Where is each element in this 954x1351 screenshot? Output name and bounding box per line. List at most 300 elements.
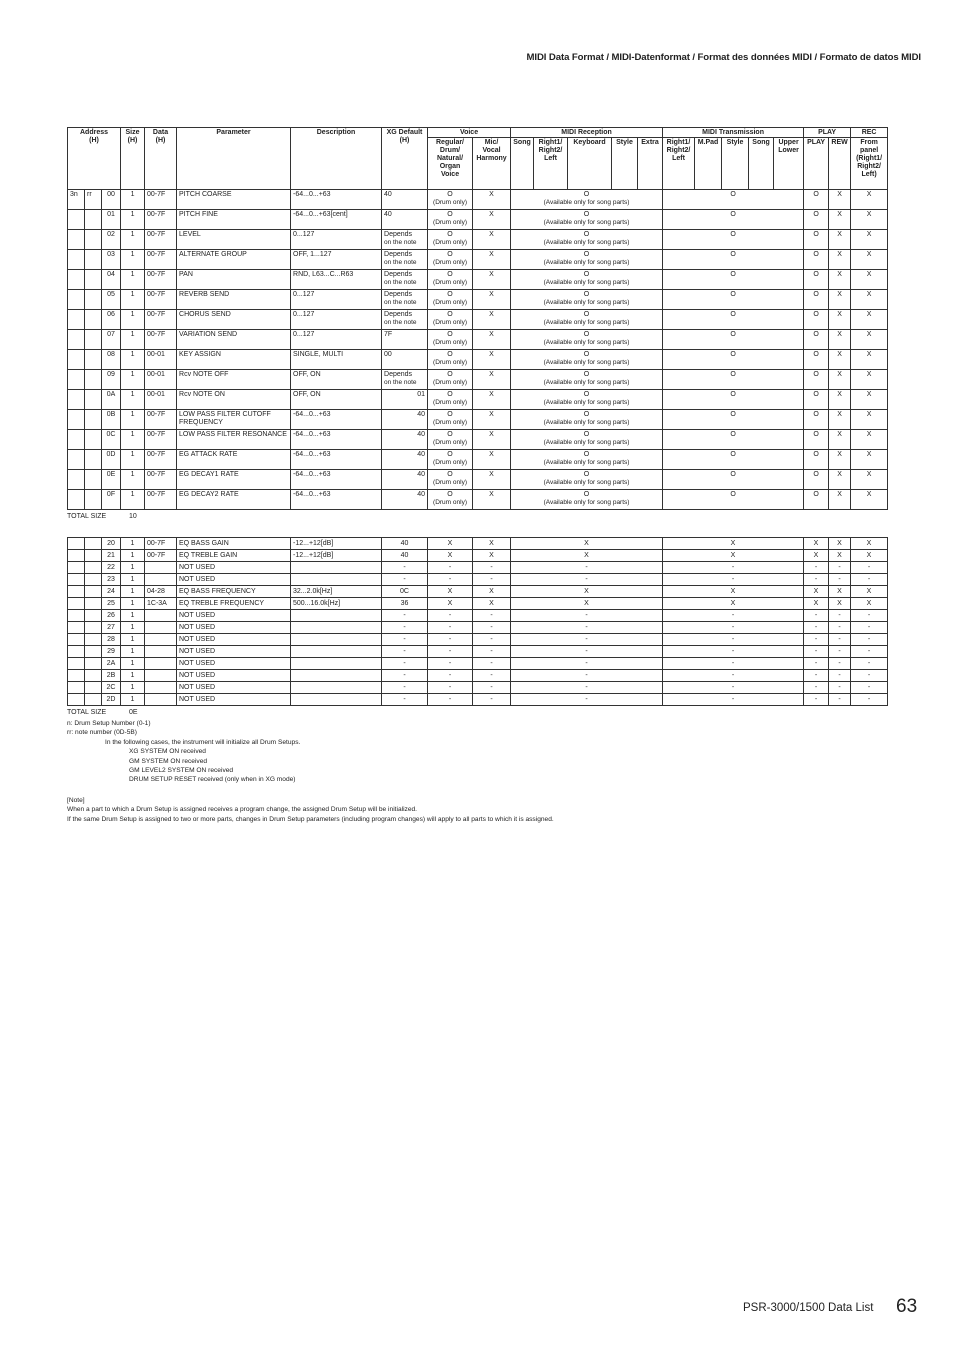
rew-cell: X <box>829 230 851 250</box>
note-init: In the following cases, the instrument will initialize all Drum Setups. <box>105 738 301 746</box>
col-play: PLAY <box>804 128 851 138</box>
voice-regular-cell: O (Drum only) <box>428 490 473 510</box>
size-cell: 1 <box>121 682 145 694</box>
table-row <box>68 550 888 562</box>
rec-cell: X <box>851 370 888 390</box>
address-mid <box>85 250 102 270</box>
xg-default-cell: Depends on the note <box>382 250 428 270</box>
midi-reception-cell: - <box>511 670 663 682</box>
address-mid <box>85 694 102 706</box>
midi-transmission-cell: O <box>663 210 804 230</box>
midi-reception-cell: O (Available only for song parts) <box>511 390 663 410</box>
xg-default-cell: - <box>382 682 428 694</box>
size-cell: 1 <box>121 370 145 390</box>
parameter-cell: EQ BASS FREQUENCY <box>177 586 291 598</box>
voice-mic-cell: X <box>473 538 511 550</box>
voice-regular-cell: O (Drum only) <box>428 310 473 330</box>
rec-cell: X <box>851 270 888 290</box>
midi-transmission-cell: O <box>663 250 804 270</box>
col-tx-upper: Upper Lower <box>774 138 804 190</box>
data-range-cell: 00-7F <box>145 290 177 310</box>
size-cell: 1 <box>121 410 145 430</box>
data-range-cell: 00-7F <box>145 410 177 430</box>
size-cell: 1 <box>121 694 145 706</box>
rec-cell: - <box>851 634 888 646</box>
midi-transmission-cell: - <box>663 682 804 694</box>
play-cell: O <box>804 190 829 210</box>
xg-default-cell: 00 <box>382 350 428 370</box>
data-range-cell <box>145 622 177 634</box>
midi-transmission-cell: X <box>663 538 804 550</box>
address-low: 03 <box>102 250 121 270</box>
midi-reception-cell: - <box>511 622 663 634</box>
col-rx-extra: Extra <box>638 138 663 190</box>
midi-transmission-cell: - <box>663 658 804 670</box>
address-high <box>68 250 85 270</box>
play-cell: - <box>804 634 829 646</box>
midi-reception-cell: - <box>511 634 663 646</box>
play-cell: - <box>804 682 829 694</box>
xg-default-cell: - <box>382 694 428 706</box>
col-rec-from: From panel (Right1/ Right2/ Left) <box>851 138 888 190</box>
table-row <box>68 410 888 430</box>
midi-transmission-cell: - <box>663 670 804 682</box>
col-rx-style: Style <box>612 138 638 190</box>
data-range-cell: 00-7F <box>145 550 177 562</box>
voice-regular-cell: - <box>428 646 473 658</box>
parameter-cell: NOT USED <box>177 574 291 586</box>
table-row <box>68 370 888 390</box>
midi-reception-cell: O (Available only for song parts) <box>511 450 663 470</box>
rec-cell: X <box>851 586 888 598</box>
address-mid: rr <box>85 190 102 210</box>
rew-cell: - <box>829 634 851 646</box>
play-cell: - <box>804 574 829 586</box>
address-mid <box>85 450 102 470</box>
address-high <box>68 562 85 574</box>
rec-cell: - <box>851 646 888 658</box>
address-high <box>68 694 85 706</box>
parameter-cell: NOT USED <box>177 610 291 622</box>
address-low: 07 <box>102 330 121 350</box>
rew-cell: X <box>829 470 851 490</box>
midi-reception-cell: O (Available only for song parts) <box>511 290 663 310</box>
address-mid <box>85 390 102 410</box>
rec-cell: X <box>851 250 888 270</box>
voice-mic-cell: - <box>473 658 511 670</box>
rec-cell: - <box>851 562 888 574</box>
rew-cell: X <box>829 390 851 410</box>
col-tx-mpad: M.Pad <box>695 138 722 190</box>
voice-mic-cell: - <box>473 694 511 706</box>
voice-regular-cell: X <box>428 550 473 562</box>
midi-reception-cell: O (Available only for song parts) <box>511 210 663 230</box>
play-cell: - <box>804 610 829 622</box>
rew-cell: X <box>829 586 851 598</box>
parameter-cell: NOT USED <box>177 682 291 694</box>
description-cell <box>291 694 382 706</box>
address-low: 0A <box>102 390 121 410</box>
midi-transmission-cell: O <box>663 470 804 490</box>
parameter-cell: NOT USED <box>177 646 291 658</box>
rec-cell: X <box>851 290 888 310</box>
table-row <box>68 270 888 290</box>
address-mid <box>85 646 102 658</box>
rew-cell: - <box>829 658 851 670</box>
xg-default-cell: - <box>382 634 428 646</box>
midi-reception-cell: O (Available only for song parts) <box>511 310 663 330</box>
table-row <box>68 330 888 350</box>
voice-regular-cell: O (Drum only) <box>428 470 473 490</box>
voice-regular-cell: O (Drum only) <box>428 290 473 310</box>
parameter-cell: LOW PASS FILTER CUTOFF FREQUENCY <box>177 410 291 430</box>
data-range-cell: 00-7F <box>145 490 177 510</box>
parameter-cell: NOT USED <box>177 670 291 682</box>
voice-mic-cell: X <box>473 598 511 610</box>
size-cell: 1 <box>121 230 145 250</box>
note-line: When a part to which a Drum Setup is assigned receives a program change, the assigned Drum Setup will be initialized. <box>67 806 418 814</box>
voice-mic-cell: X <box>473 250 511 270</box>
address-mid <box>85 562 102 574</box>
address-low: 02 <box>102 230 121 250</box>
rew-cell: X <box>829 350 851 370</box>
parameter-cell: Rcv NOTE OFF <box>177 370 291 390</box>
address-low: 06 <box>102 310 121 330</box>
parameter-cell: KEY ASSIGN <box>177 350 291 370</box>
parameter-cell: NOT USED <box>177 694 291 706</box>
address-mid <box>85 290 102 310</box>
table-row <box>68 470 888 490</box>
rew-cell: X <box>829 450 851 470</box>
data-range-cell: 00-7F <box>145 330 177 350</box>
table-row <box>68 634 888 646</box>
total-size-1: TOTAL SIZE 10 <box>67 513 137 520</box>
voice-regular-cell: O (Drum only) <box>428 450 473 470</box>
rew-cell: X <box>829 310 851 330</box>
voice-regular-cell: O (Drum only) <box>428 270 473 290</box>
voice-regular-cell: O (Drum only) <box>428 350 473 370</box>
play-cell: O <box>804 330 829 350</box>
table-row <box>68 586 888 598</box>
voice-mic-cell: X <box>473 270 511 290</box>
voice-regular-cell: - <box>428 670 473 682</box>
address-mid <box>85 622 102 634</box>
rec-cell: - <box>851 658 888 670</box>
voice-regular-cell: O (Drum only) <box>428 430 473 450</box>
xg-default-cell: 40 <box>382 430 428 450</box>
note-n: n: Drum Setup Number (0-1) <box>67 720 151 727</box>
voice-mic-cell: X <box>473 350 511 370</box>
address-low: 24 <box>102 586 121 598</box>
rew-cell: X <box>829 430 851 450</box>
midi-transmission-cell: O <box>663 230 804 250</box>
table-row <box>68 190 888 210</box>
address-low: 04 <box>102 270 121 290</box>
description-cell: 0...127 <box>291 330 382 350</box>
midi-reception-cell: O (Available only for song parts) <box>511 410 663 430</box>
table-row <box>68 682 888 694</box>
parameter-cell: EG ATTACK RATE <box>177 450 291 470</box>
voice-mic-cell: X <box>473 586 511 598</box>
play-cell: - <box>804 658 829 670</box>
voice-regular-cell: - <box>428 694 473 706</box>
midi-transmission-cell: O <box>663 310 804 330</box>
size-cell: 1 <box>121 622 145 634</box>
col-play-rew: REW <box>829 138 851 190</box>
voice-regular-cell: O (Drum only) <box>428 230 473 250</box>
description-cell <box>291 610 382 622</box>
address-high <box>68 470 85 490</box>
col-tx-style: Style <box>722 138 749 190</box>
xg-default-cell: - <box>382 562 428 574</box>
data-range-cell: 1C-3A <box>145 598 177 610</box>
rec-cell: - <box>851 682 888 694</box>
voice-regular-cell: - <box>428 622 473 634</box>
parameter-cell: PITCH COARSE <box>177 190 291 210</box>
midi-transmission-cell: O <box>663 390 804 410</box>
midi-transmission-cell: O <box>663 410 804 430</box>
xg-default-cell: 40 <box>382 190 428 210</box>
rec-cell: X <box>851 330 888 350</box>
xg-default-cell: - <box>382 658 428 670</box>
address-low: 21 <box>102 550 121 562</box>
col-tx-right: Right1/ Right2/ Left <box>663 138 695 190</box>
description-cell <box>291 562 382 574</box>
table-row <box>68 250 888 270</box>
midi-reception-cell: O (Available only for song parts) <box>511 270 663 290</box>
footer-doc-title: PSR-3000/1500 Data List <box>743 1302 874 1314</box>
table-row <box>68 622 888 634</box>
table-row <box>68 390 888 410</box>
address-high <box>68 586 85 598</box>
col-voice-regular: Regular/ Drum/ Natural/ Organ Voice <box>428 138 473 190</box>
voice-mic-cell: X <box>473 490 511 510</box>
table-row <box>68 210 888 230</box>
data-range-cell: 00-7F <box>145 470 177 490</box>
xg-default-cell: - <box>382 646 428 658</box>
parameter-cell: CHORUS SEND <box>177 310 291 330</box>
address-low: 2A <box>102 658 121 670</box>
address-high <box>68 658 85 670</box>
table-row <box>68 538 888 550</box>
voice-mic-cell: X <box>473 550 511 562</box>
xg-default-cell: 40 <box>382 550 428 562</box>
midi-reception-cell: O (Available only for song parts) <box>511 470 663 490</box>
table-row <box>68 290 888 310</box>
page-header-title: MIDI Data Format / MIDI-Datenformat / Format des données MIDI / Formato de datos MIDI <box>526 52 921 63</box>
size-cell: 1 <box>121 450 145 470</box>
drum-setup-table <box>67 127 888 510</box>
table-row <box>68 430 888 450</box>
page-number: 63 <box>896 1296 918 1317</box>
data-range-cell <box>145 694 177 706</box>
parameter-cell: PITCH FINE <box>177 210 291 230</box>
voice-regular-cell: X <box>428 538 473 550</box>
table-row <box>68 450 888 470</box>
voice-mic-cell: X <box>473 190 511 210</box>
note-case: XG SYSTEM ON received <box>129 748 206 756</box>
data-range-cell: 00-01 <box>145 390 177 410</box>
col-description: Description <box>291 128 382 190</box>
parameter-cell: NOT USED <box>177 622 291 634</box>
rew-cell: X <box>829 290 851 310</box>
address-mid <box>85 330 102 350</box>
voice-mic-cell: - <box>473 646 511 658</box>
address-high <box>68 290 85 310</box>
size-cell: 1 <box>121 430 145 450</box>
table-row <box>68 610 888 622</box>
data-range-cell: 00-01 <box>145 350 177 370</box>
data-range-cell <box>145 682 177 694</box>
data-range-cell: 00-01 <box>145 370 177 390</box>
rec-cell: X <box>851 310 888 330</box>
description-cell: -64...0...+63 <box>291 190 382 210</box>
description-cell: 0...127 <box>291 310 382 330</box>
voice-mic-cell: X <box>473 310 511 330</box>
midi-transmission-cell: - <box>663 646 804 658</box>
description-cell <box>291 682 382 694</box>
parameter-cell: EQ BASS GAIN <box>177 538 291 550</box>
col-rx-song: Song <box>511 138 534 190</box>
voice-mic-cell: - <box>473 562 511 574</box>
address-high <box>68 450 85 470</box>
rew-cell: X <box>829 270 851 290</box>
size-cell: 1 <box>121 598 145 610</box>
address-high: 3n <box>68 190 85 210</box>
address-high <box>68 538 85 550</box>
parameter-cell: REVERB SEND <box>177 290 291 310</box>
data-range-cell <box>145 646 177 658</box>
table-row <box>68 310 888 330</box>
table-row <box>68 694 888 706</box>
description-cell: 32...2.0k[Hz] <box>291 586 382 598</box>
xg-default-cell: - <box>382 622 428 634</box>
voice-regular-cell: O (Drum only) <box>428 390 473 410</box>
voice-mic-cell: X <box>473 230 511 250</box>
midi-reception-cell: - <box>511 610 663 622</box>
address-mid <box>85 490 102 510</box>
size-cell: 1 <box>121 574 145 586</box>
rec-cell: X <box>851 390 888 410</box>
data-range-cell: 00-7F <box>145 210 177 230</box>
voice-regular-cell: O (Drum only) <box>428 250 473 270</box>
voice-regular-cell: O (Drum only) <box>428 330 473 350</box>
data-range-cell <box>145 634 177 646</box>
total-size-2: TOTAL SIZE 0E <box>67 709 138 716</box>
address-low: 05 <box>102 290 121 310</box>
size-cell: 1 <box>121 562 145 574</box>
description-cell: OFF, 1...127 <box>291 250 382 270</box>
voice-mic-cell: X <box>473 210 511 230</box>
play-cell: - <box>804 670 829 682</box>
xg-default-cell: 40 <box>382 410 428 430</box>
address-high <box>68 270 85 290</box>
xg-default-cell: Depends on the note <box>382 270 428 290</box>
address-high <box>68 610 85 622</box>
voice-regular-cell: - <box>428 658 473 670</box>
midi-transmission-cell: O <box>663 450 804 470</box>
midi-reception-cell: O (Available only for song parts) <box>511 330 663 350</box>
address-low: 01 <box>102 210 121 230</box>
midi-reception-cell: X <box>511 538 663 550</box>
address-mid <box>85 210 102 230</box>
description-cell: -64...0...+63[cent] <box>291 210 382 230</box>
address-low: 28 <box>102 634 121 646</box>
size-cell: 1 <box>121 550 145 562</box>
address-high <box>68 430 85 450</box>
xg-default-cell: - <box>382 610 428 622</box>
parameter-cell: NOT USED <box>177 634 291 646</box>
rec-cell: - <box>851 670 888 682</box>
size-cell: 1 <box>121 310 145 330</box>
rew-cell: - <box>829 682 851 694</box>
size-cell: 1 <box>121 330 145 350</box>
address-mid <box>85 270 102 290</box>
description-cell: 0...127 <box>291 230 382 250</box>
address-low: 0F <box>102 490 121 510</box>
xg-default-cell: Depends on the note <box>382 230 428 250</box>
col-address: Address (H) <box>68 128 121 190</box>
data-range-cell <box>145 574 177 586</box>
voice-regular-cell: - <box>428 634 473 646</box>
table-row <box>68 574 888 586</box>
col-midi-reception: MIDI Reception <box>511 128 663 138</box>
rew-cell: X <box>829 210 851 230</box>
table-row <box>68 670 888 682</box>
voice-regular-cell: O (Drum only) <box>428 410 473 430</box>
address-high <box>68 622 85 634</box>
rew-cell: X <box>829 550 851 562</box>
col-rx-right: Right1/ Right2/ Left <box>534 138 568 190</box>
note-block <box>67 796 554 824</box>
midi-reception-cell: O (Available only for song parts) <box>511 490 663 510</box>
play-cell: X <box>804 550 829 562</box>
data-range-cell: 04-28 <box>145 586 177 598</box>
rec-cell: X <box>851 598 888 610</box>
address-low: 29 <box>102 646 121 658</box>
play-cell: O <box>804 370 829 390</box>
data-range-cell: 00-7F <box>145 430 177 450</box>
parameter-cell: ALTERNATE GROUP <box>177 250 291 270</box>
description-cell <box>291 634 382 646</box>
size-cell: 1 <box>121 586 145 598</box>
address-low: 08 <box>102 350 121 370</box>
address-mid <box>85 370 102 390</box>
midi-reception-cell: X <box>511 598 663 610</box>
data-range-cell: 00-7F <box>145 538 177 550</box>
rew-cell: - <box>829 646 851 658</box>
midi-reception-cell: O (Available only for song parts) <box>511 230 663 250</box>
play-cell: O <box>804 310 829 330</box>
xg-default-cell: Depends on the note <box>382 370 428 390</box>
note-case: GM LEVEL2 SYSTEM ON received <box>129 767 234 775</box>
xg-default-cell: 0C <box>382 586 428 598</box>
col-size: Size (H) <box>121 128 145 190</box>
play-cell: - <box>804 562 829 574</box>
play-cell: O <box>804 290 829 310</box>
table-row <box>68 562 888 574</box>
play-cell: O <box>804 450 829 470</box>
col-rec: REC <box>851 128 888 138</box>
description-cell <box>291 670 382 682</box>
midi-reception-cell: O (Available only for song parts) <box>511 190 663 210</box>
col-voice-mic: Mic/ Vocal Harmony <box>473 138 511 190</box>
rec-cell: X <box>851 450 888 470</box>
address-high <box>68 574 85 586</box>
midi-reception-cell: - <box>511 562 663 574</box>
col-xg-default: XG Default (H) <box>382 128 428 190</box>
description-cell: 500...16.0k[Hz] <box>291 598 382 610</box>
